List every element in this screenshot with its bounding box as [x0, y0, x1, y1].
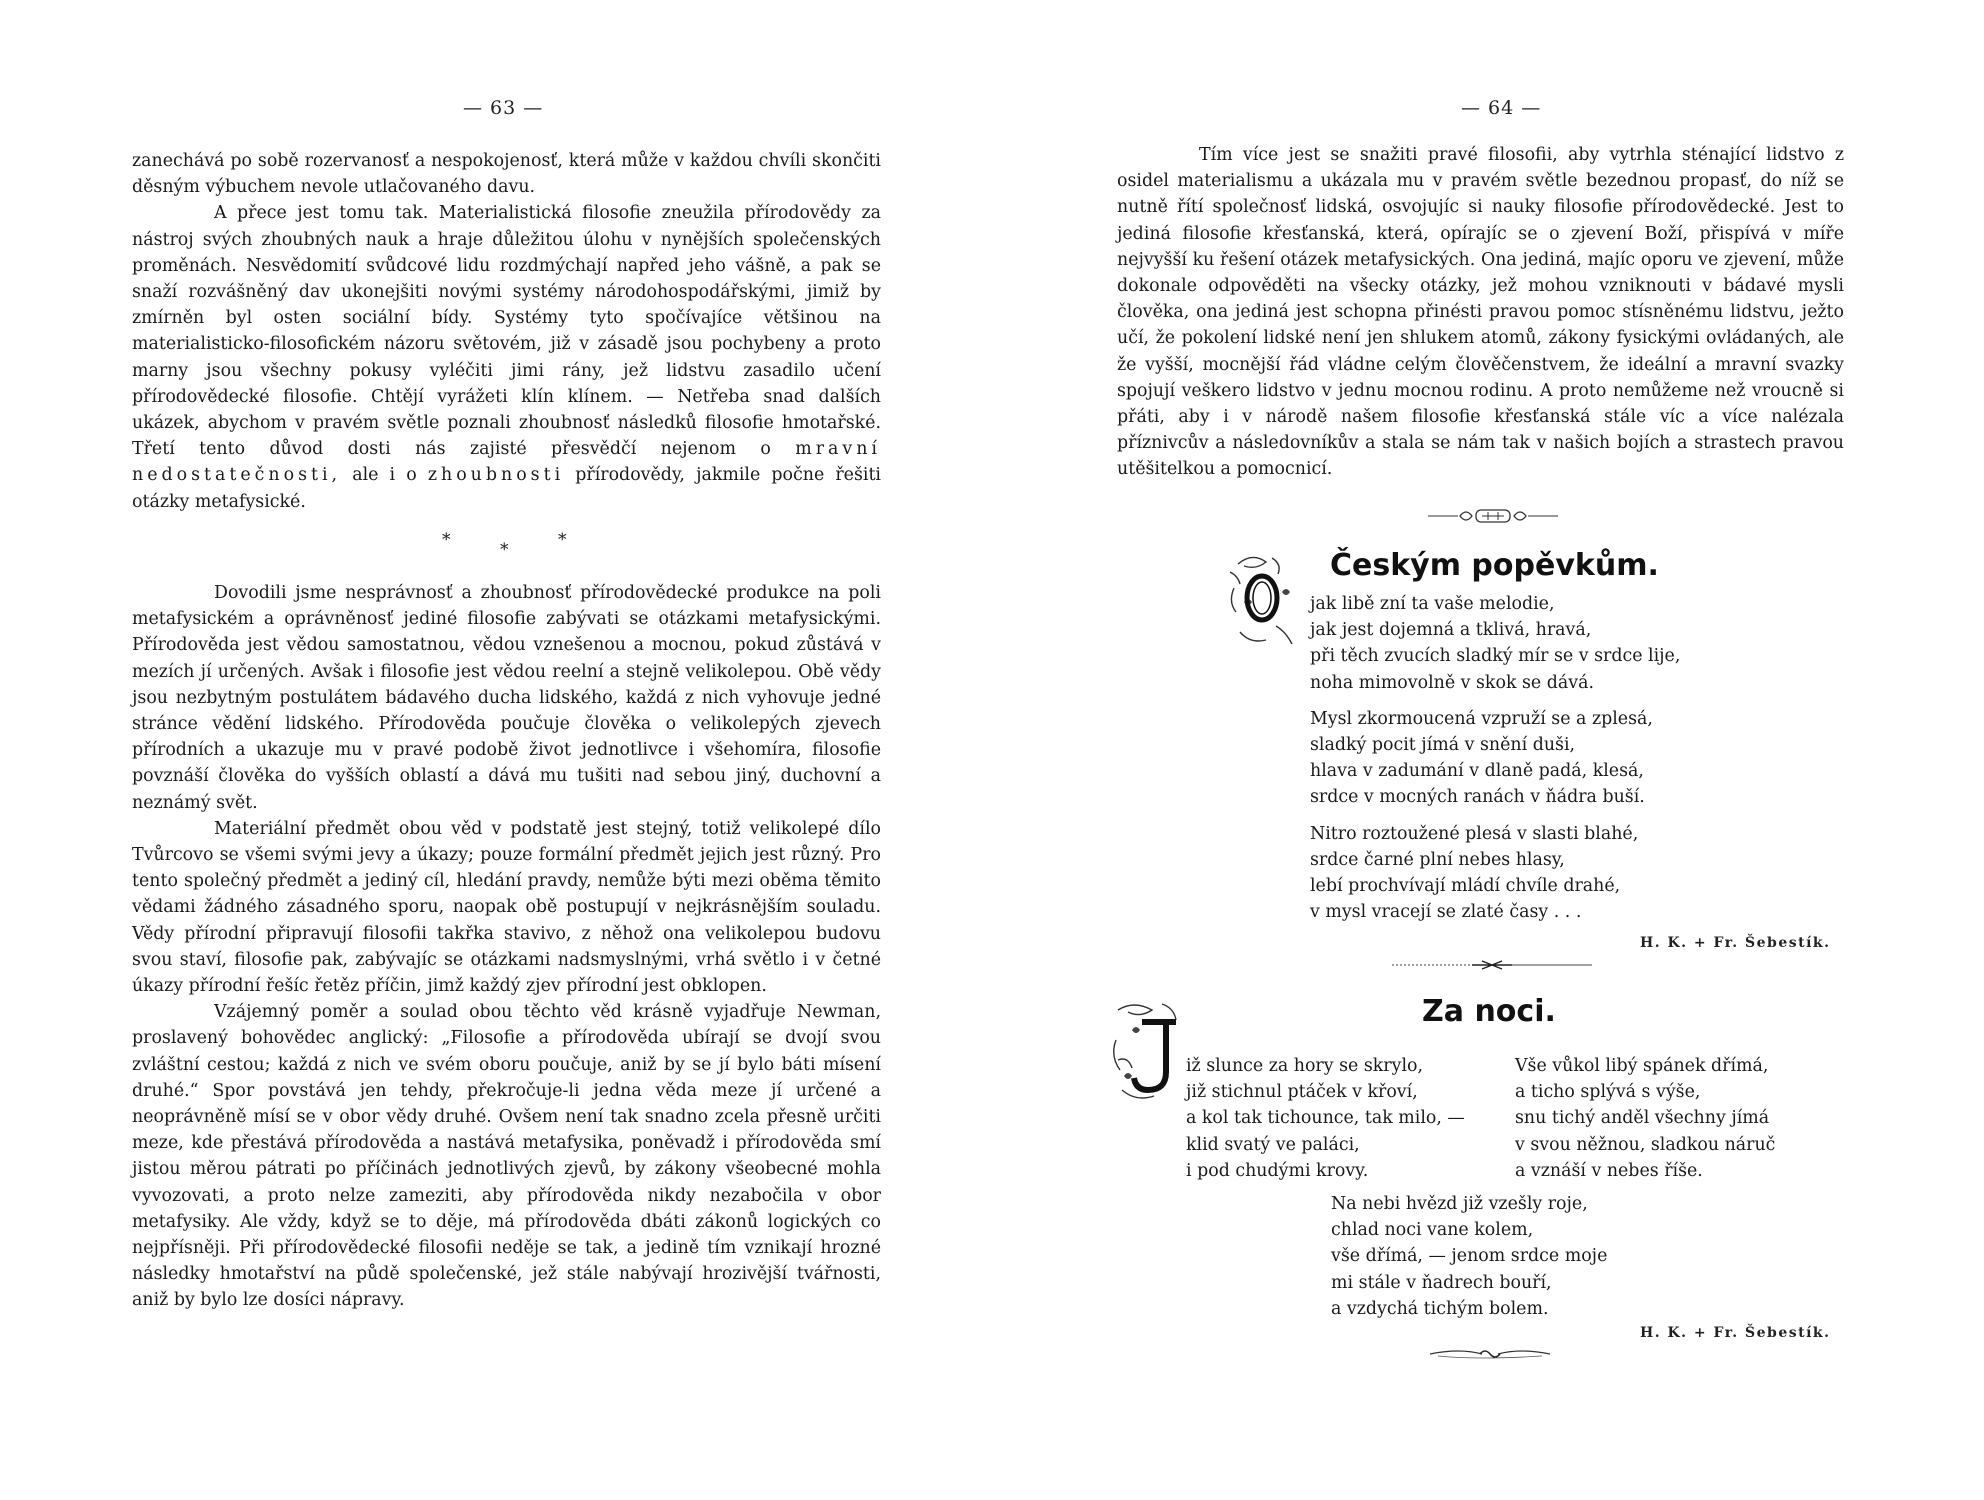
poem-title: Českým popěvkům. [1330, 548, 1659, 583]
verse-line: snu tichý anděl všechny jímá [1515, 1108, 1770, 1129]
verse-line: jak libě zní ta vaše melodie, [1310, 594, 1555, 614]
verse-line: srdce čarné plní nebes hlasy, [1310, 849, 1565, 870]
asterism-star: * [500, 540, 509, 560]
poem-signature: H. K. + Fr. Šebestík. [1640, 1325, 1831, 1341]
verse-line: Mysl zkormoucená vzpruží se a zplesá, [1310, 708, 1653, 729]
verse-line: lebí prochvívají mládí chvíle drahé, [1310, 876, 1621, 897]
verse-line: a vzdychá tichým bolem. [1331, 1298, 1549, 1319]
verse-line: Nitro roztoužené plesá v slasti blahé, [1310, 823, 1639, 844]
paragraph: Dovodili jsme nesprávnosť a zhoubnosť přírodovědecké produkce na poli metafysickém a oprávněnosť jediné filosofie zabývati se otázkami metafysickými. Přírodověda jest vědou samostatnou, vědou vznešenou a mocnou, pokud zůstává v mezích jí určených. Avšak i filosofie jest vědou reelní a stejně velikolepou. Obě vědy jsou nezbytným postulátem bádavého ducha lidského, každá z nich vyhovuje jedné stránce vědění lidského. Přírodověda poučuje člověka o velikolepých zjevech přírodních a ukazuje mu v pravé podobě život jednotlivce i všehomíra, filosofie povznáší člověka do vyšších oblastí a dává mu tušiti nad sebou jiný, duchovní a neznámý svět. [132, 583, 881, 813]
paragraph: Vzájemný poměr a soulad obou těchto věd krásně vyjadřuje Newman, proslavený bohovědec anglický: „Filosofie a přírodověda ubírají se dvojí svou zvláštní cestou; každá z nich ve svém oboru poučuje, aniž by se jí bylo báti mísení druhé.“ Spor povstává jen tehdy, překročuje-li jedna věda meze jí určené a neoprávněně mísí se v obor vědy druhé. Ovšem není tak snadno zcela přesně určiti meze, kde přestává přírodověda a nastává metafysika, poněvadž i přírodověda smí jistou měrou pátrati po příčinách jednotlivých zjevů, by zákony všeobecné mohla vyvozovati, a proto nelze zameziti, aby přírodověda nikdy nezabočila v obor metafysiky. Ale vždy, když se to děje, má přírodověda dbáti zákonů logických co nejpřísněji. Při přírodovědecké filosofii neděje se tak, a jedině tím vznikají hrozné následky hmotařství na půdě společenské, jež stále nabývají hrozivější tvářnosti, aniž by bylo lze dosíci nápravy. [132, 1002, 881, 1311]
paragraph: Materiální předmět obou věd v podstatě jest stejný, totiž velikolepé dílo Tvůrcovo se všemi svými jevy a úkazy; pouze formální předmět jejich jest různý. Pro tento společný předmět a jediný cíl, hledání pravdy, nemůže býti mezi oběma těmito vědami žádného zásadného sporu, naopak obě postupují v nejkrásnějším souladu. Vědy přírodní připravují filosofii takřka stavivo, z něhož ona velikolepou budovu svou staví, filosofie pak, zabývajíc se otázkami nadsmyslnými, vrhá světlo i v četné úkazy přírodní řešíc řetěz příčin, jimž každý zjev přírodní jest obklopen. [132, 818, 881, 997]
verse-line: Vše vůkol libý spánek dřímá, [1515, 1056, 1769, 1076]
decorative-divider-ornament-icon [1430, 1346, 1550, 1360]
decorative-divider-ornament-icon [1392, 958, 1592, 972]
poem-stanza [1310, 706, 1680, 811]
emphasized-text: mravní nedostatečnosti, [132, 439, 881, 486]
paragraph [132, 200, 881, 514]
paragraph-text: přírodovědy, jakmile počne řešiti otázky metafysické. [132, 465, 881, 512]
poem-verse [1310, 591, 1680, 935]
emphasized-text: zhoubnosti [427, 465, 565, 486]
right-text-block [1117, 142, 1844, 483]
verse-line: vše dřímá, — jenom srdce moje [1331, 1246, 1608, 1267]
floral-dropcap-icon [1228, 552, 1300, 652]
verse-line: v mysl vracejí se zlaté časy . . . [1310, 902, 1582, 923]
verse-line: klid svatý ve paláci, [1186, 1134, 1360, 1155]
asterism [430, 528, 580, 578]
verse-line: iž slunce za hory se skrylo, [1186, 1056, 1423, 1076]
paragraph-text: A přece jest tomu tak. Materialistická filosofie zneužila přírodovědy za nástroj svých zhoubných nauk a hraje důležitou úlohu v nynějších společenských proměnách. Nesvědomití svůdcové lidu rozdmýchají napřed jeho vášně, a pak se snaží rozvášněný dav ukonejšiti novými systémy národohospodářskými, jimiž by zmírněn byl osten sociální bídy. Systémy tyto spočívajíce většinou na materialisticko-filosofickém názoru světovém, již v zásadě jsou pochybeny a proto marny jsou všechny pokusy vyléčiti jimi rány, jež lidstvu zasadilo učení přírodovědecké filosofie. Chtějí vyrážeti klín klínem. — Netřeba snad dalších ukázek, abychom v pravém světle poznali zhoubnosť následků filosofie hmotařské. Třetí tento důvod dosti nás zajisté přesvědčí nejenom o [132, 203, 881, 460]
verse-line: sladký pocit jímá v snění duši, [1310, 735, 1576, 756]
page-number: — 63 — [463, 97, 544, 119]
verse-line: při těch zvucích sladký mír se v srdce lije, [1310, 646, 1681, 667]
poem-signature: H. K. + Fr. Šebestík. [1640, 935, 1831, 951]
verse-line: a vznáší v nebes říše. [1515, 1160, 1703, 1181]
verse-line: noha mimovolně v skok se dává. [1310, 672, 1594, 693]
paragraph-text: ale i o [352, 465, 417, 486]
verse-line: mi stále v ňadrech bouří, [1331, 1272, 1552, 1293]
paragraph: Tím více jest se snažiti pravé filosofii, aby vytrhla sténající lidstvo z osidel materialismu a ukázala mu v pravém světle bezednou propasť, do níž se nutně řítí společnosť lidská, osvojujíc si nauky filosofie přírodovědecké. Jest to jediná filosofie křesťanská, která, opírajíc se o zjevení Boží, přispívá v míře nejvyšší ku řešení otázek metafysických. Ona jediná, majíc oporu ve zjevení, může dokonale odpověděti na všecky otázky, jež mohou vzniknouti v bádavé mysli člověka, ona jediná jest schopna přinésti pravou pomoc stísněnému lidstvu, ježto učí, že pokolení lidské není jen shlukem atomů, zákony fysickými ovládaných, ale že vyšší, mocnější řád vládne celým člověčenstvem, že ideální a mravní svazky spojují veškero lidstvo v jednu mocnou rodinu. A proto nemůžeme než vroucně si přáti, aby i v národě našem filosofie křesťanská stále víc a více nalézala příznivcův a následovníkův a stala se nám tak v našich bojích a strastech pravou utěšitelkou a pomocnicí. [1117, 145, 1844, 480]
poem-final-stanza [1331, 1191, 1607, 1322]
verse-line: jak jest dojemná a tklivá, hravá, [1310, 620, 1592, 641]
verse-line: hlava v zadumání v dlaně padá, klesá, [1310, 761, 1644, 782]
verse-line: srdce v mocných ranách v ňádra buší. [1310, 787, 1645, 808]
left-text-block-top [132, 148, 881, 515]
page-number: — 64 — [1461, 97, 1542, 119]
verse-line: již stichnul ptáček v křoví, [1186, 1082, 1418, 1103]
poem-verse-column-left [1186, 1053, 1465, 1184]
verse-line: i pod chudými krovy. [1186, 1160, 1369, 1181]
verse-line: chlad noci vane kolem, [1331, 1220, 1534, 1241]
floral-dropcap-icon [1112, 1000, 1192, 1106]
paragraph: zanechává po sobě rozervanosť a nespokojenosť, která může v každou chvíli skončiti děsným výbuchem nevole utlačovaného davu. [132, 151, 881, 198]
asterism-star: * [442, 530, 451, 550]
poem-verse-column-right [1515, 1053, 1775, 1184]
verse-line: a ticho splývá s výše, [1515, 1082, 1701, 1103]
left-text-block-bottom [132, 580, 881, 1314]
right-page [992, 0, 1984, 1500]
poem-stanza [1310, 591, 1680, 696]
verse-line: v svou něžnou, sladkou náruč [1515, 1134, 1776, 1155]
asterism-star: * [558, 530, 567, 550]
poem-title: Za noci. [1422, 994, 1556, 1029]
decorative-scroll-ornament-icon [1428, 505, 1558, 527]
poem-stanza [1310, 821, 1680, 926]
verse-line: a kol tak tichounce, tak milo, — [1186, 1108, 1465, 1129]
verse-line: Na nebi hvězd již vzešly roje, [1331, 1194, 1588, 1214]
